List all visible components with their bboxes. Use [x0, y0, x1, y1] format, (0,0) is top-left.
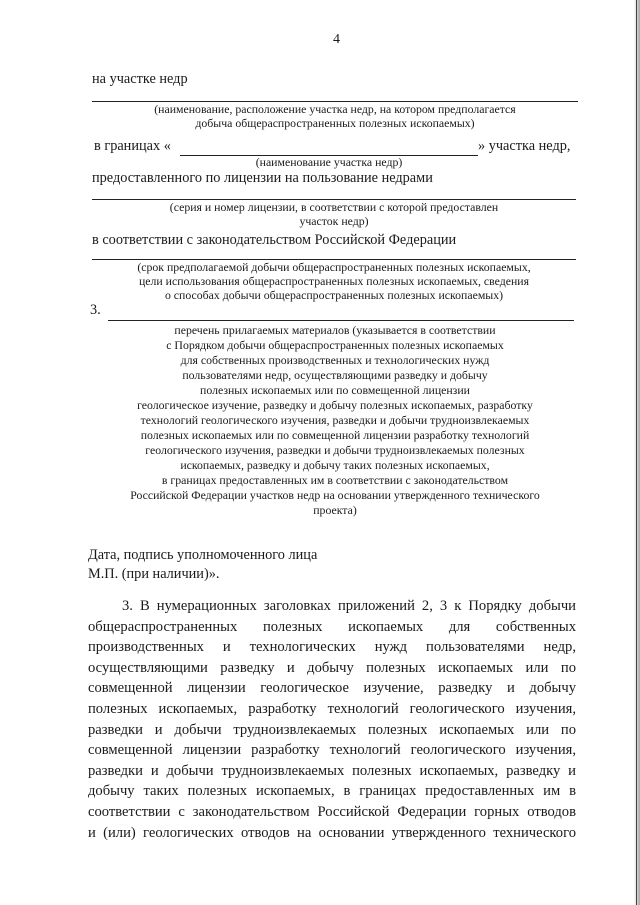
materials-hint-line: Российской Федерации участков недр на основании утвержденного технического [130, 488, 540, 502]
license-label: предоставленного по лицензии на пользование недрами [92, 170, 433, 186]
materials-hint-line: пользователями недр, осуществляющими разведку и добычу [182, 368, 488, 382]
materials-hint-line: для собственных производственных и технологических нужд [180, 353, 490, 367]
signature-line: Дата, подпись уполномоченного лица [88, 547, 318, 563]
paragraph-line: и (или) геологических отводов на основании утвержденного технического [88, 824, 576, 841]
paragraph-line: общераспространенных полезных ископаемых для собственных [88, 618, 576, 635]
materials-hint-line: с Порядком добычи общераспространенных полезных ископаемых [166, 338, 504, 352]
paragraph-line: совмещенной лицензии геологическое изучение, разведку и добычу [88, 680, 576, 697]
bounds-prefix: в границах « [94, 138, 171, 154]
bounds-suffix: » участка недр, [478, 138, 571, 154]
materials-hint-line: в границах предоставленных им в соответствии с законодательством [161, 473, 509, 487]
stamp-line: М.П. (при наличии)». [88, 566, 220, 582]
paragraph-line: совмещенной лицензии разработку технологий геологического изучения, [88, 742, 576, 759]
hint-period-line-1: (срок предполагаемой добычи общераспространенных полезных ископаемых, [137, 260, 531, 274]
paragraph-line: добычу таких полезных ископаемых, в границах предоставленных им в [88, 783, 576, 800]
subsoil-site-label: на участке недр [92, 71, 188, 87]
paragraph-line: производственных и технологических нужд пользователями недр, [88, 639, 576, 656]
materials-hint [100, 323, 570, 518]
materials-hint-line: перечень прилагаемых материалов (указывается в соответствии [174, 323, 496, 337]
hint-period-line-2: цели использования общераспространенных полезных ископаемых, сведения [138, 274, 530, 288]
hint-license-line-1: (серия и номер лицензии, в соответствии с которой предоставлен [169, 200, 499, 214]
blank-line-materials [108, 320, 574, 321]
paragraph-line: 3. В нумерационных заголовках приложений 2, 3 к Порядку добычи [122, 598, 576, 614]
materials-hint-line: полезных ископаемых или по совмещенной лицензии [200, 383, 470, 397]
paragraph-line: соответствии с законодательством Российской Федерации горных отводов [88, 803, 576, 820]
materials-hint-line: полезных ископаемых или по совмещенной лицензии разработку технологий [140, 428, 530, 442]
paragraph-line: разведки и добычи трудноизвлекаемых полезных ископаемых или по [88, 721, 576, 738]
law-label: в соответствии с законодательством Российской Федерации [92, 232, 457, 248]
paragraph-line: полезных ископаемых, разработку технологий геологического изучения, [88, 700, 576, 717]
paragraph-line: осуществляющими разведку и добычу полезных ископаемых или по [88, 659, 576, 676]
materials-hint-line: ископаемых, разведку и добычу таких полезных ископаемых, [180, 458, 490, 472]
materials-hint-line: технологий геологического изучения, разведки и добычи трудноизвлекаемых [140, 413, 530, 427]
materials-hint-line: проекта) [313, 503, 357, 517]
scan-edge-line [636, 0, 637, 905]
materials-hint-line: геологического изучения, разведки и добычи трудноизвлекаемых полезных [145, 443, 525, 457]
hint-site-line-2: добыча общераспространенных полезных ископаемых) [195, 116, 475, 130]
hint-site-name: (наименование участка недр) [255, 155, 403, 169]
hint-license-line-2: участок недр) [299, 214, 369, 228]
hint-period-line-3: о способах добычи общераспространенных полезных ископаемых) [164, 288, 504, 302]
paragraph-line: разведки и добычи трудноизвлекаемых полезных ископаемых, разведку и [88, 762, 576, 779]
item-3-number: 3. [90, 302, 101, 318]
materials-hint-line: геологическое изучение, разведку и добычу полезных ископаемых, разработку [137, 398, 533, 412]
scan-edge-shadow [634, 0, 640, 905]
page-number: 4 [333, 32, 340, 47]
hint-site-line-1: (наименование, расположение участка недр, на котором предполагается [154, 102, 516, 116]
paragraph-3 [88, 596, 576, 843]
